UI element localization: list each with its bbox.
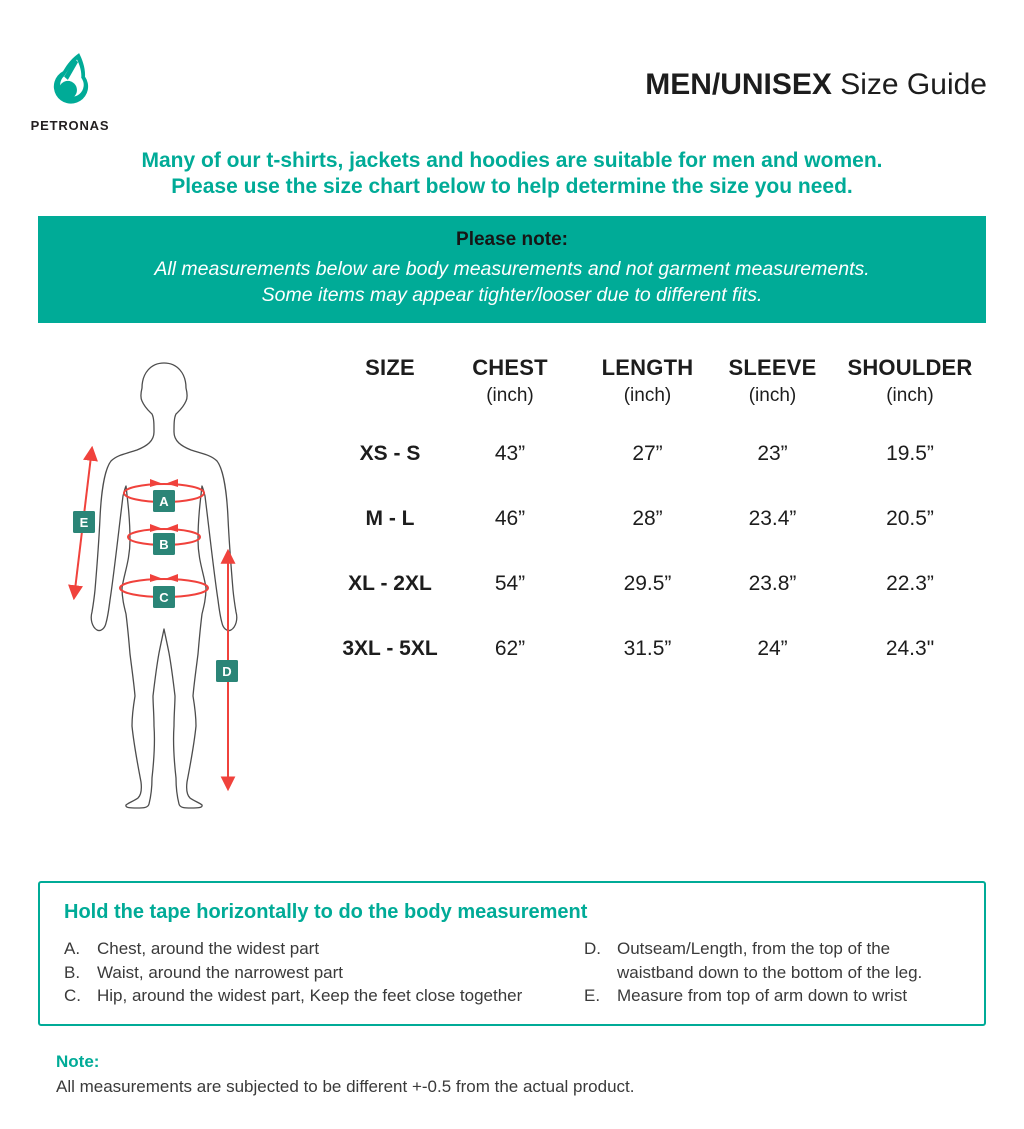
guide-text: Outseam/Length, from the top of the waistband down to the bottom of the leg. — [617, 939, 923, 982]
cell-length: 28” — [632, 506, 663, 530]
notice-banner — [38, 216, 986, 323]
guide-letter: E. — [584, 986, 601, 1005]
cell-shoulder: 19.5” — [886, 441, 934, 465]
row-size-label: XS - S — [359, 441, 421, 465]
footnote-text: All measurements are subjected to be different +-0.5 from the actual product. — [56, 1077, 635, 1096]
footnote — [56, 1052, 634, 1097]
guide-letter: A. — [64, 939, 81, 958]
diagram-label-c — [153, 586, 175, 608]
col-header-chest: CHEST — [472, 355, 548, 380]
cell-shoulder: 22.3” — [886, 571, 934, 595]
cell-chest: 43” — [494, 441, 526, 465]
title-segment-bold: MEN/UNISEX — [645, 68, 832, 101]
body-measurement-diagram — [40, 348, 340, 828]
guide-column-left — [64, 937, 584, 1008]
col-unit-sleeve: (inch) — [748, 385, 797, 406]
guide-letter: B. — [64, 962, 81, 982]
cell-length: 29.5” — [623, 571, 672, 595]
notice-heading: Please note: — [456, 229, 568, 250]
body-silhouette — [91, 363, 237, 808]
measurement-guide-box — [38, 881, 986, 1026]
guide-item-b — [64, 961, 584, 985]
guide-column-right — [584, 937, 936, 1008]
cell-chest: 46” — [494, 506, 526, 530]
diagram-label-a — [153, 490, 175, 512]
title-segment-regular: Size Guide — [831, 68, 987, 101]
col-unit-chest: (inch) — [486, 385, 534, 406]
cell-chest: 62” — [494, 636, 526, 660]
guide-item-d — [584, 937, 936, 984]
cell-length: 31.5” — [623, 636, 672, 660]
cell-sleeve: 23.4” — [748, 506, 797, 530]
guide-text: Waist, around the narrowest part — [97, 962, 343, 982]
svg-text:C: C — [159, 590, 169, 605]
size-table — [340, 355, 990, 681]
svg-text:A: A — [159, 494, 169, 509]
guide-text: Measure from top of arm down to wrist — [617, 986, 908, 1005]
petronas-drop-icon — [51, 52, 89, 112]
cell-shoulder: 20.5” — [886, 506, 934, 530]
brand-name: PETRONAS — [30, 118, 110, 133]
svg-text:B: B — [159, 537, 169, 552]
guide-item-a — [64, 937, 584, 961]
guide-letter: D. — [584, 939, 601, 958]
col-unit-size — [340, 385, 440, 421]
petronas-logo — [28, 52, 112, 133]
page-title — [645, 68, 987, 102]
diagram-label-b — [153, 533, 175, 555]
diagram-label-d — [216, 660, 238, 682]
cell-sleeve: 23” — [757, 441, 788, 465]
cell-sleeve: 23.8” — [748, 571, 797, 595]
guide-item-e — [584, 984, 936, 1008]
col-header-length: LENGTH — [601, 355, 694, 380]
col-unit-length: (inch) — [623, 385, 672, 406]
guide-letter: C. — [64, 986, 81, 1005]
col-header-size: SIZE — [365, 355, 415, 380]
footnote-label: Note: — [56, 1052, 100, 1071]
intro-line-2: Please use the size chart below to help determine the size you need. — [171, 175, 853, 198]
guide-text: Chest, around the widest part — [97, 939, 320, 958]
diagram-label-e — [73, 511, 95, 533]
col-header-shoulder: SHOULDER — [847, 355, 973, 380]
cell-chest: 54” — [494, 571, 526, 595]
intro-text — [0, 148, 1024, 200]
col-header-sleeve: SLEEVE — [728, 355, 817, 380]
svg-text:D: D — [222, 664, 232, 679]
notice-line-2: Some items may appear tighter/looser due to different fits. — [261, 284, 763, 306]
svg-text:E: E — [79, 515, 89, 530]
guide-heading: Hold the tape horizontally to do the body measurement — [64, 901, 588, 923]
row-size-label: M - L — [365, 506, 415, 530]
intro-line-1: Many of our t-shirts, jackets and hoodies are suitable for men and women. — [141, 149, 883, 172]
cell-shoulder: 24.3" — [885, 636, 935, 660]
cell-sleeve: 24” — [757, 636, 788, 660]
cell-length: 27” — [632, 441, 663, 465]
row-size-label: 3XL - 5XL — [342, 636, 438, 660]
row-size-label: XL - 2XL — [348, 571, 432, 595]
guide-text: Hip, around the widest part, Keep the feet close together — [97, 986, 523, 1005]
guide-item-c — [64, 984, 584, 1008]
notice-line-1: All measurements below are body measurements and not garment measurements. — [154, 258, 870, 280]
col-unit-shoulder: (inch) — [886, 385, 934, 406]
